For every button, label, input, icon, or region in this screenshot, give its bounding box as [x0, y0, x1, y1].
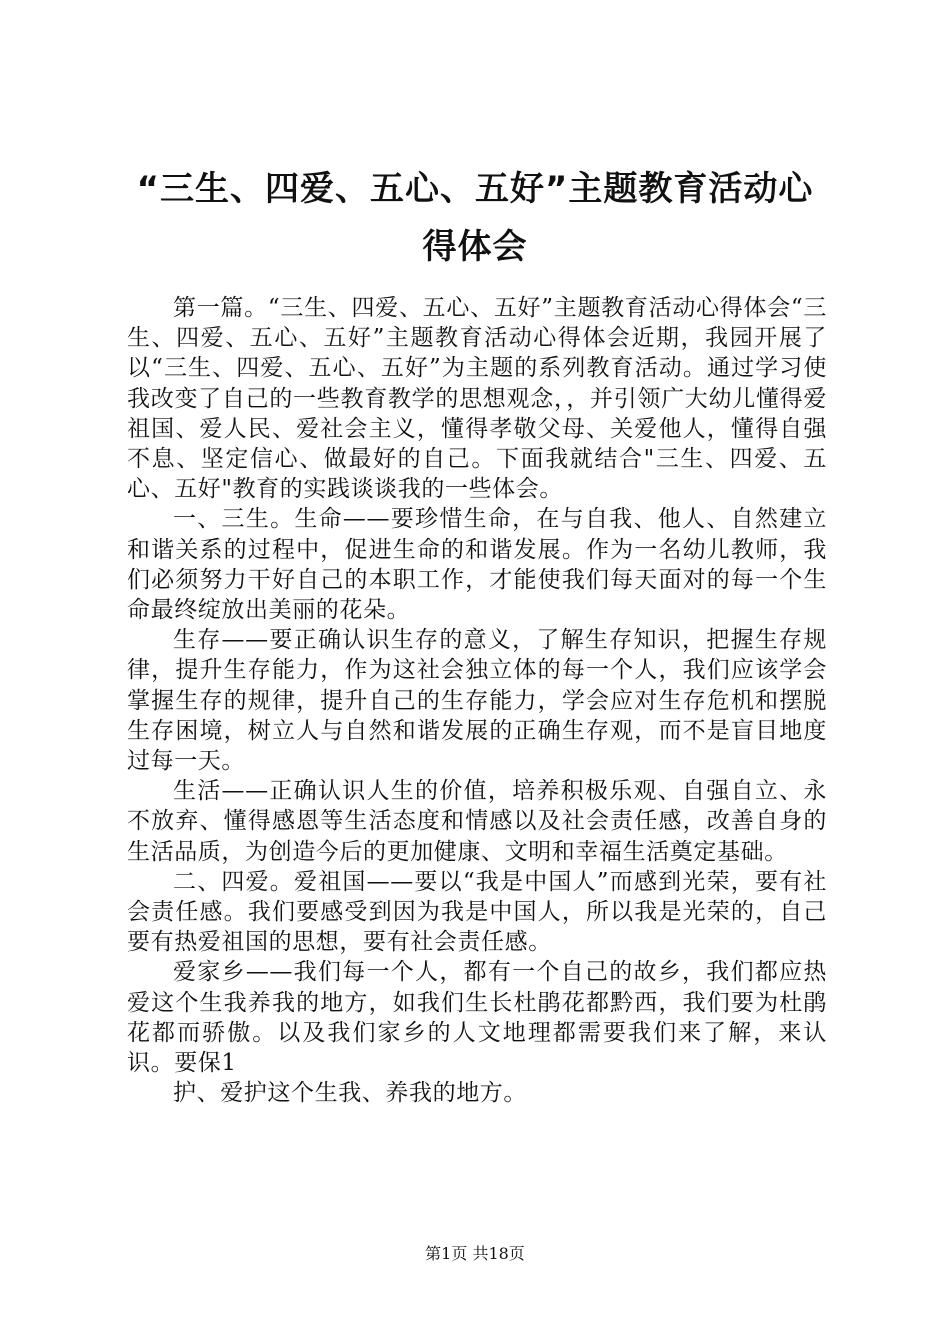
paragraph-living: 生活——正确认识人生的价值，培养积极乐观、自强自立、永不放弃、懂得感恩等生活态度和情感以及社会责任感，改善自身的生活品质，为创造今后的更加健康、文明和幸福生活奠定基础。 [127, 778, 827, 865]
document-body [127, 293, 827, 1108]
paragraph-hometown: 爱家乡——我们每一个人，都有一个自己的故乡，我们都应热爱这个生我养我的地方，如我们生长杜鹃花都黔西，我们要为杜鹃花都而骄傲。以及我们家乡的人文地理都需要我们来了解，来认识。要保1 [127, 959, 827, 1077]
paragraph-protect: 护、爱护这个生我、养我的地方。 [173, 1080, 527, 1107]
paragraph-sansheng-life: 一、三生。生命——要珍惜生命，在与自我、他人、自然建立和谐关系的过程中，促进生命的和谐发展。作为一名幼儿教师，我们必须努力干好自己的本职工作，才能使我们每天面对的每一个生命最终绽放出美丽的花朵。 [127, 506, 827, 624]
page-footer: 第1页 共18页 [425, 1244, 525, 1263]
paragraph-survival: 生存——要正确认识生存的意义，了解生存知识，把握生存规律，提升生存能力，作为这社会独立体的每一个人，我们应该学会掌握生存的规律，提升自己的生存能力，学会应对生存危机和摆脱生存困境，树立人与自然和谐发展的正确生存观，而不是盲目地度过每一天。 [127, 627, 827, 775]
paragraph-intro: 第一篇。“三生、四爱、五心、五好”主题教育活动心得体会“三生、四爱、五心、五好”主题教育活动心得体会近期，我园开展了以“三生、四爱、五心、五好”为主题的系列教育活动。通过学习使我改变了自己的一些教育教学的思想观念，，并引领广大幼儿懂得爱祖国、爱人民、爱社会主义，懂得孝敬父母、关爱他人，懂得自强不息、坚定信心、做最好的自己。下面我就结合"三生、四爱、五心、五好"教育的实践谈谈我的一些体会。 [127, 295, 827, 503]
document-title: “三生、四爱、五心、五好”主题教育活动心得体会 [136, 169, 814, 267]
paragraph-siai-country: 二、四爱。爱祖国——要以“我是中国人”而感到光荣，要有社会责任感。我们要感受到因为我是中国人，所以我是光荣的，自己要有热爱祖国的思想，要有社会责任感。 [127, 868, 827, 956]
